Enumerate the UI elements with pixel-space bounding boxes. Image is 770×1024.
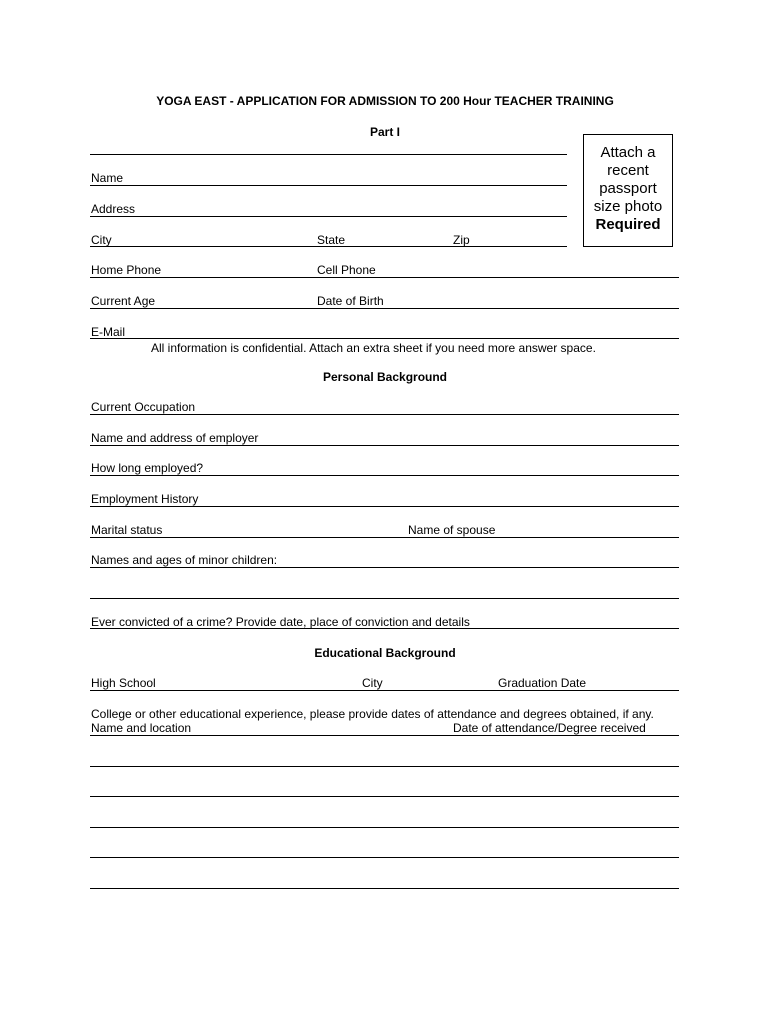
- address-field[interactable]: [90, 216, 567, 217]
- college-field-6[interactable]: [90, 888, 679, 889]
- how-long-field[interactable]: [90, 475, 679, 476]
- age-dob-field[interactable]: [90, 308, 679, 309]
- convicted-label: Ever convicted of a crime? Provide date, place of conviction and details: [91, 615, 470, 629]
- college-note: College or other educational experience, please provide dates of attendance and degrees obtained, if any.: [91, 707, 654, 721]
- occupation-field[interactable]: [90, 414, 679, 415]
- address-label: Address: [91, 202, 136, 216]
- college-field-4[interactable]: [90, 827, 679, 828]
- employer-field[interactable]: [90, 445, 679, 446]
- current-age-label: Current Age: [91, 294, 156, 308]
- convicted-field[interactable]: [90, 628, 679, 629]
- employment-history-label: Employment History: [91, 492, 199, 506]
- high-school-label: High School: [91, 676, 156, 690]
- dob-label: Date of Birth: [317, 294, 384, 308]
- marital-status-label: Marital status: [91, 523, 163, 537]
- city-state-zip-field[interactable]: [90, 246, 567, 247]
- phone-field[interactable]: [90, 277, 679, 278]
- spouse-label: Name of spouse: [408, 523, 496, 537]
- email-label: E-Mail: [91, 325, 126, 339]
- form-title: YOGA EAST - APPLICATION FOR ADMISSION TO 200 Hour TEACHER TRAINING: [156, 94, 614, 108]
- photo-box-required: Required: [595, 216, 661, 233]
- photo-box-line2: recent: [607, 162, 649, 179]
- college-field-3[interactable]: [90, 796, 679, 797]
- how-long-label: How long employed?: [91, 461, 204, 475]
- name-location-label: Name and location: [91, 721, 192, 735]
- marital-field[interactable]: [90, 537, 679, 538]
- photo-box[interactable]: [583, 134, 673, 247]
- zip-label: Zip: [453, 233, 470, 247]
- name-field[interactable]: [90, 185, 567, 186]
- hs-city-label: City: [362, 676, 383, 690]
- state-label: State: [317, 233, 346, 247]
- name-label: Name: [91, 171, 124, 185]
- top-rule: [90, 154, 567, 155]
- attendance-label: Date of attendance/Degree received: [453, 721, 646, 735]
- occupation-label: Current Occupation: [91, 400, 196, 414]
- photo-box-line4: size photo: [593, 198, 663, 215]
- cell-phone-label: Cell Phone: [317, 263, 376, 277]
- confidential-note: All information is confidential. Attach an extra sheet if you need more answer space.: [151, 341, 596, 355]
- photo-box-line3: passport: [599, 180, 657, 197]
- home-phone-label: Home Phone: [91, 263, 162, 277]
- children-label: Names and ages of minor children:: [91, 553, 278, 567]
- children-field[interactable]: [90, 567, 679, 568]
- part-label: Part I: [369, 125, 400, 139]
- high-school-field[interactable]: [90, 690, 679, 691]
- college-field-1[interactable]: [90, 735, 679, 736]
- education-heading: Educational Background: [314, 646, 456, 660]
- children-field-extra[interactable]: [90, 598, 679, 599]
- college-field-2[interactable]: [90, 766, 679, 767]
- email-field[interactable]: [90, 338, 679, 339]
- employment-history-field[interactable]: [90, 506, 679, 507]
- college-field-5[interactable]: [90, 857, 679, 858]
- personal-heading: Personal Background: [322, 370, 448, 384]
- graduation-label: Graduation Date: [498, 676, 587, 690]
- photo-box-line1: Attach a: [600, 144, 656, 161]
- city-label: City: [91, 233, 112, 247]
- employer-label: Name and address of employer: [91, 431, 259, 445]
